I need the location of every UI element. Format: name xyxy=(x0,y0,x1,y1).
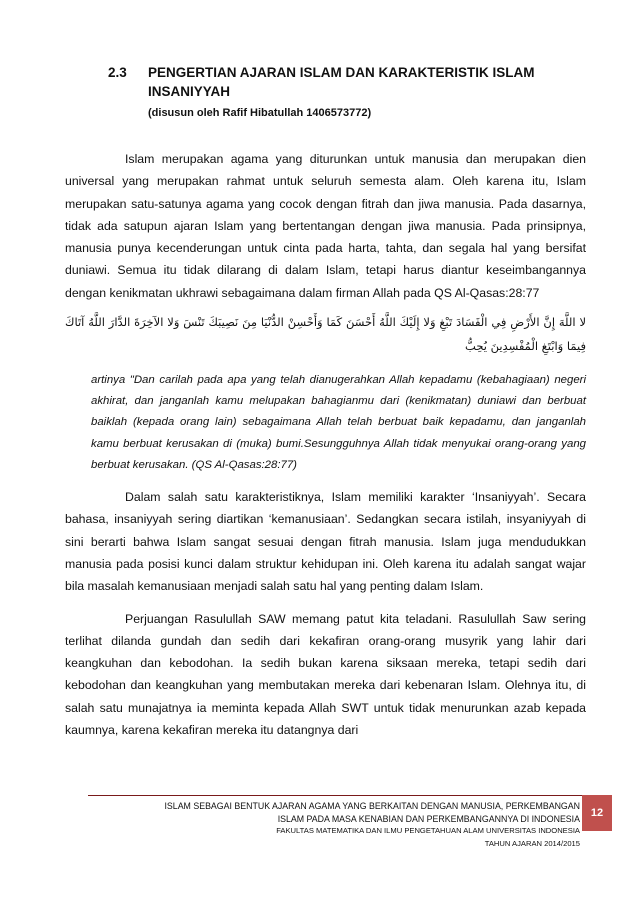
paragraph-intro: Islam merupakan agama yang diturunkan untuk manusia dan merupakan dien universal yang merupakan rahmat untuk seluruh semesta alam. Oleh karena itu, Islam merupakan satu-satunya agama yang cocok dengan fitrah dan jiwa manusia. Pada dasarnya, tidak ada satupun ajaran Islam yang bertentangan dengan jiwa manusia. Pada prinsipnya, manusia punya kecenderungan untuk cinta pada harta, tahta, dan segala hal yang bersifat duniawi. Semua itu tidak dilarang di dalam Islam, tetapi harus diantur keseimbangannya dengan kenikmatan ukhrawi sebagaimana dalam firman Allah pada QS Al-Qasas:28:77 xyxy=(65,152,586,300)
footer-line-1: ISLAM SEBAGAI BENTUK AJARAN AGAMA YANG BERKAITAN DENGAN MANUSIA, PERKEMBANGAN xyxy=(164,801,580,811)
page-number-badge: 12 xyxy=(582,795,612,831)
section-number: 2.3 xyxy=(108,65,127,80)
section-heading xyxy=(108,63,588,122)
footer-divider xyxy=(88,795,588,796)
section-author: (disusun oleh Rafif Hibatullah 1406573772) xyxy=(148,107,372,119)
paragraph-insaniyyah: Dalam salah satu karakteristiknya, Islam memiliki karakter ‘Insaniyyah’. Secara bahasa, insaniyyah sering diartikan ‘kemanusiaan’. Sedangkan secara istilah, insyaniyyah di sini berarti bahwa Islam sangat sesuai dengan fitrah manusia. Islam juga mendudukkan manusia pada posisi kunci dalam struktur kehidupan ini. Oleh karena itu adalah sangat wajar bila masalah kemanusiaan menjadi salah satu hal yang penting dalam Islam. xyxy=(65,490,586,594)
footer-line-3: FAKULTAS MATEMATIKA DAN ILMU PENGETAHUAN ALAM UNIVERSITAS INDONESIA xyxy=(276,826,580,835)
section-title: PENGERTIAN AJARAN ISLAM DAN KARAKTERISTIK ISLAM INSANIYYAH xyxy=(148,65,535,99)
paragraph-rasulullah: Perjuangan Rasulullah SAW memang patut kita teladani. Rasulullah Saw sering terlihat dilanda gundah dan sedih dari kekafiran orang-orang musyrik yang lahir dari keangkuhan dan kebodohan. Ia sedih bukan karena siksaan mereka, tetapi sedih dari kebodohan dan keangkuhan yang membutakan mereka dari kebenaran Islam. Olehnya itu, di salah satu munajatnya ia meminta kepada Allah SWT untuk tidak menurunkan azab kepada kaumnya, karena kekafiran mereka itu datangnya dari xyxy=(65,611,586,738)
document-body xyxy=(65,148,586,741)
page-footer xyxy=(90,800,580,850)
verse-translation: artinya "Dan carilah pada apa yang telah dianugerahkan Allah kepadamu (kebahagiaan) negeri akhirat, dan janganlah kamu melupakan bahagianmu dari (kenikmatan) duniawi dan berbuat baiklah (kepada orang lain) sebagaimana Allah telah berbuat baik kepadamu, dan janganlah kamu berbuat kerusakan di (muka) bumi.Sesungguhnya Allah tidak menyukai orang-orang yang berbuat kerusakan. (QS Al-Qasas:28:77) xyxy=(91,374,586,471)
footer-line-2: ISLAM PADA MASA KENABIAN DAN PERKEMBANGANNYA DI INDONESIA xyxy=(277,813,580,824)
footer-line-4: TAHUN AJARAN 2014/2015 xyxy=(484,838,580,848)
arabic-verse: لا اللَّهَ إِنَّ الأَرْضِ فِي الْفَسَادَ تَبْغِ وَلا إِلَيْكَ اللَّهُ أَحْسَنَ كَمَا وَأَحْسِنْ الدُّنْيَا مِنَ نَصِيبَكَ تَنْسَ وَلا الآخِرَةَ الدَّارَ اللَّهُ آتَاكَ فِيمَا وَابْتَغِ الْمُفْسِدِينَ يُحِبُّ xyxy=(65,315,586,354)
